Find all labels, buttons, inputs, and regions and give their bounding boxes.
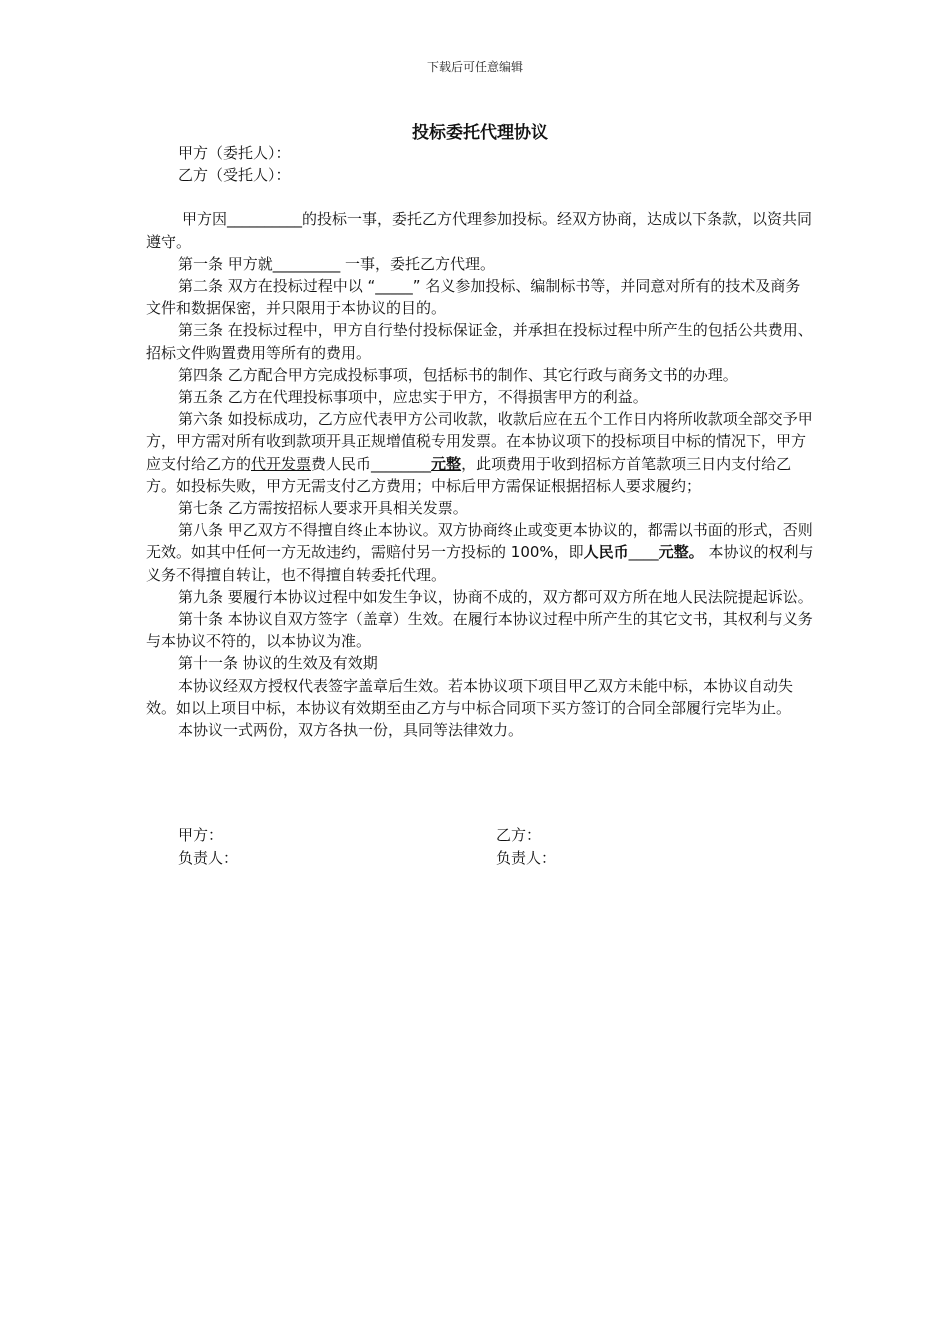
clause-11-heading: 第十一条 协议的生效及有效期 bbox=[178, 654, 378, 673]
clause-10: 第十条 本协议自双方签字（盖章）生效。在履行本协议过程中所产生的其它文书，其权利与义务与本协议不符的，以本协议为准。 bbox=[146, 610, 813, 651]
party-b-line: 乙方（受托人）： bbox=[178, 166, 291, 185]
clause-1-blank: _________ bbox=[272, 254, 341, 273]
signature-rep-b: 负责人： bbox=[496, 848, 557, 867]
clause-6-end: ，此项费用于收到招标方首笔款项三日内支付给乙方。如投标失败，甲方无需支付乙方费用；中标后甲方需保证根据招标人要求履约； bbox=[146, 454, 792, 495]
clause-6-blank: ________ bbox=[371, 454, 432, 473]
clause-8 bbox=[146, 519, 814, 586]
document-body bbox=[146, 142, 814, 741]
signature-block bbox=[178, 824, 738, 869]
signature-party-b: 乙方： bbox=[496, 826, 542, 844]
clause-8-blank: ____ bbox=[628, 543, 659, 562]
party-a-line: 甲方（委托人）： bbox=[178, 144, 291, 162]
clause-11-body: 本协议经双方授权代表签字盖章后生效。若本协议项下项目甲乙双方未能中标，本协议自动失效。如以上项目中标，本协议有效期至由乙方与中标合同项下买方签订的合同全部履行完毕为止。 bbox=[146, 676, 794, 717]
clause-4: 第四条 乙方配合甲方完成投标事项，包括标书的制作、其它行政与商务文书的办理。 bbox=[178, 365, 738, 384]
clause-8-currency: 人民币 bbox=[583, 543, 629, 562]
intro-blank: __________ bbox=[227, 210, 303, 229]
clause-5: 第五条 乙方在代理投标事项中，应忠实于甲方，不得损害甲方的利益。 bbox=[178, 388, 648, 407]
clause-6-start: 第六条 如投标成功，乙方应代表甲方公司收款，收款后应在五个工作日内将所收款项全部交予甲方，甲方需对所有收到款项开具正规增值税专用发票。在本协议项下的投标项目中标的情况下，甲方应支付给乙方的 bbox=[146, 410, 813, 473]
clause-7: 第七条 乙方需按招标人要求开具相关发票。 bbox=[178, 499, 468, 518]
clause-6-fee-text: 费人民币 bbox=[311, 454, 372, 473]
clause-6 bbox=[146, 408, 814, 497]
clause-1 bbox=[146, 253, 814, 275]
signature-row-party bbox=[178, 824, 738, 847]
spacer bbox=[146, 186, 814, 208]
intro-text-start: 甲方因 bbox=[182, 210, 228, 229]
signature-party-a: 甲方： bbox=[178, 826, 224, 844]
document-title: 投标委托代理协议 bbox=[412, 123, 548, 143]
clause-8-unit: 元整。 bbox=[658, 543, 704, 562]
intro-paragraph bbox=[146, 208, 814, 252]
signature-rep-a: 负责人： bbox=[178, 848, 239, 867]
clause-1-end: 一事，委托乙方代理。 bbox=[340, 254, 496, 273]
clause-9: 第九条 要履行本协议过程中如发生争议，协商不成的，双方都可双方所在地人民法院提起诉讼。 bbox=[178, 587, 813, 606]
clause-6-unit: 元整 bbox=[431, 454, 462, 473]
intro-text-end: 的投标一事，委托乙方代理参加投标。经双方协商，达成以下条款，以资共同遵守。 bbox=[146, 210, 813, 251]
clause-1-start: 第一条 甲方就 bbox=[178, 254, 273, 273]
clause-6-underlined-term: 代开发票 bbox=[251, 454, 312, 473]
clause-8-end: 本协议的权利与义务不得擅自转让，也不得擅自转委托代理。 bbox=[146, 543, 814, 584]
clause-8-start: 第八条 甲乙双方不得擅自终止本协议。双方协商终止或变更本协议的，都需以书面的形式，否则无效。如其中任何一方无故违约，需赔付另一方投标的 100%，即 bbox=[146, 521, 813, 562]
clause-2: 第二条 双方在投标过程中以 “_____” 名义参加投标、编制标书等，并同意对所有的技术及商务文件和数据保密，并只限用于本协议的目的。 bbox=[146, 277, 801, 318]
page-header-note: 下载后可任意编辑 bbox=[426, 60, 523, 74]
signature-row-rep bbox=[178, 847, 738, 870]
clause-3: 第三条 在投标过程中，甲方自行垫付投标保证金，并承担在投标过程中所产生的包括公共费用、招标文件购置费用等所有的费用。 bbox=[146, 321, 813, 362]
copies-statement: 本协议一式两份，双方各执一份，具同等法律效力。 bbox=[178, 721, 524, 740]
